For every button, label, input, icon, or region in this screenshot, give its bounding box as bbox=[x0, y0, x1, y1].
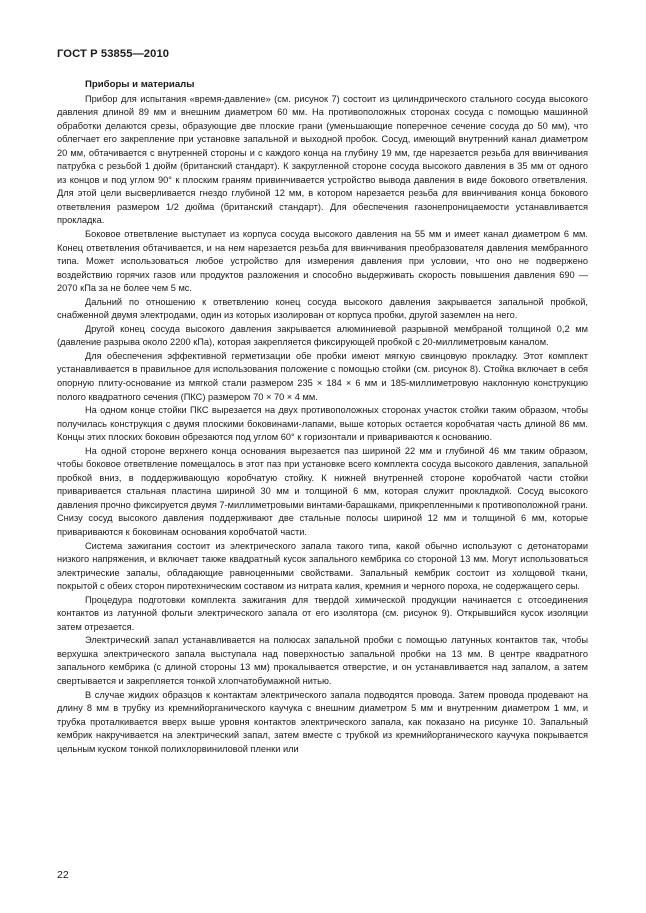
section-title: Приборы и материалы bbox=[85, 79, 195, 90]
paragraph-slot: На одной стороне верхнего конца основания вырезается паз шириной 22 мм и глубиной 46 мм таким образом, чтобы боковое ответвление помещалось в этот паз при установке всего комплекта сосуда высокого давления, запальной пробкой вниз, в поддерживающую коробчатую стойку. К нижней внутренней стороне коробчатой части стойки приваривается стальная пластина шириной 30 мм и толщиной 6 мм, которая служит прокладкой. Сосуд высокого давления прочно фиксируется двумя 7-миллиметровыми винтами-барашками, прикрепленными к противоположной грани. Снизу сосуд высокого давления поддерживают две стальные полосы шириной 12 мм и толщиной 6 мм, которые привариваются к боковинам основания коробчатой части. bbox=[57, 445, 588, 537]
paragraph-side-branch: Боковое ответвление выступает из корпуса сосуда высокого давления на 55 мм и имеет канал диаметром 6 мм. Конец ответвления обтачивается, и на нем нарезается резьба для ввинчивания преобразователя давления мембранного типа. Может использоваться любое устройство для измерения давления при условии, что оно не подвержено воздействию горячих газов или продуктов разложения и способно выдерживать скорость повышения давления 690 — 2070 кПа за не более чем 5 мс. bbox=[57, 228, 588, 294]
paragraph-fusehead-mounting: Электрический запал устанавливается на полюсах запальной пробки с помощью латунных контактов так, чтобы верхушка электрического запала выступала над поверхностью запальной пробки на 13 мм. В центре квадратного запального кембрика (с длиной стороны 13 мм) прокалывается отверстие, и он устанавливается над запалом, а затем свертывается и закрепляется тонкой хлопчатобумажной нитью. bbox=[57, 635, 588, 687]
paragraph-bursting-disc: Другой конец сосуда высокого давления закрывается алюминиевой разрывной мембраной толщиной 0,2 мм (давление разрыва около 2200 кПа), которая закрепляется фиксирующей пробкой с 20-миллиметровым каналом. bbox=[57, 323, 588, 348]
paragraph-stand-legs: На одном конце стойки ПКС вырезается на двух противоположных сторонах участок стойки таким образом, чтобы получилась конструкция с двумя плоскими боковинами-лапами, выше которых остается коробчатая часть длиной 86 мм. Концы этих плоских боковин обрезаются под углом 60° к горизонтали и привариваются к основанию. bbox=[57, 405, 588, 443]
standard-header: ГОСТ Р 53855—2010 bbox=[57, 48, 170, 60]
paragraph-ignition-system: Система зажигания состоит из электрического запала такого типа, какой обычно используют с детонаторами низкого напряжения, и включает также квадратный кусок запального кембрика со стороной 13 мм. Могут использоваться электрические запалы, обладающие равноценными свойствами. Запальный кембрик состоит из холщовой ткани, покрытой с обеих сторон пиротехническим составом из нитрата калия, кремния и черного пороха, не содержащего серы. bbox=[57, 540, 588, 592]
document-body bbox=[57, 78, 588, 756]
paragraph-ignition-plug: Дальний по отношению к ответвлению конец сосуда высокого давления закрывается запальной пробкой, снабженной двумя электродами, один из которых изолирован от корпуса пробки, другой заземлен на него. bbox=[57, 296, 588, 321]
paragraph-ignition-preparation: Процедура подготовки комплекта зажигания для твердой химической продукции начинается с отсоединения контактов из латунной фольги электрического запала от его изолятора (см. рисунок 9). Открывшийся кусок изоляции затем отрезается. bbox=[57, 594, 588, 632]
paragraph-liquid-samples: В случае жидких образцов к контактам электрического запала подводятся провода. Затем провода продевают на длину 8 мм в трубку из кремнийорганического каучука с внешним диаметром 5 мм и внутренним диаметром 1 мм, и трубка проталкивается вверх выше уровня контактов электрического запала, как показано на рисунке 10. Запальный кембрик накручивается на электрический запал, затем вместе с трубкой из кремнийорганического каучука покрывается цельным куском тонкой полихлорвиниловой пленки или bbox=[57, 689, 588, 754]
page-number: 22 bbox=[57, 869, 69, 881]
paragraph-sealing-stand: Для обеспечения эффективной герметизации обе пробки имеют мягкую свинцовую прокладку. Этот комплект устанавливается в правильное для использования положение с помощью стойки (см. рисунок 8). Стойка включает в себя опорную плиту-основание из мягкой стали размером 235 × 184 × 6 мм и 185-миллиметровую наклонную конструкцию полого квадратного сечения (ПКС) размером 70 × 70 × 4 мм. bbox=[57, 350, 588, 402]
paragraph-apparatus: Прибор для испытания «время-давление» (см. рисунок 7) состоит из цилиндрического стального сосуда высокого давления длиной 89 мм и внешним диаметром 60 мм. На противоположных сторонах сосуда с помощью машинной обработки делаются срезы, образующие две плоские грани (уменьшающие поперечное сечение сосуда до 50 мм), что облегчает его закрепление при установке запальной и выходной пробок. Сосуд, имеющий внутренний канал диаметром 20 мм, обтачивается с внутренней стороны и с каждого конца на глубину 19 мм, где нарезается резьба для ввинчивания патрубка с резьбой 1 дюйм (британский стандарт). К закругленной стороне сосуда высокого давления в 35 мм от одного из концов и под углом 90° к плоским граням привинчивается устройство вывода давления в виде бокового ответвления. Для этой цели высверливается гнездо глубиной 12 мм, в котором нарезается резьба для ввинчивания конца бокового ответвления размером 1/2 дюйма (британский стандарт). Для обеспечения газонепроницаемости устанавливается прокладка. bbox=[57, 93, 588, 226]
